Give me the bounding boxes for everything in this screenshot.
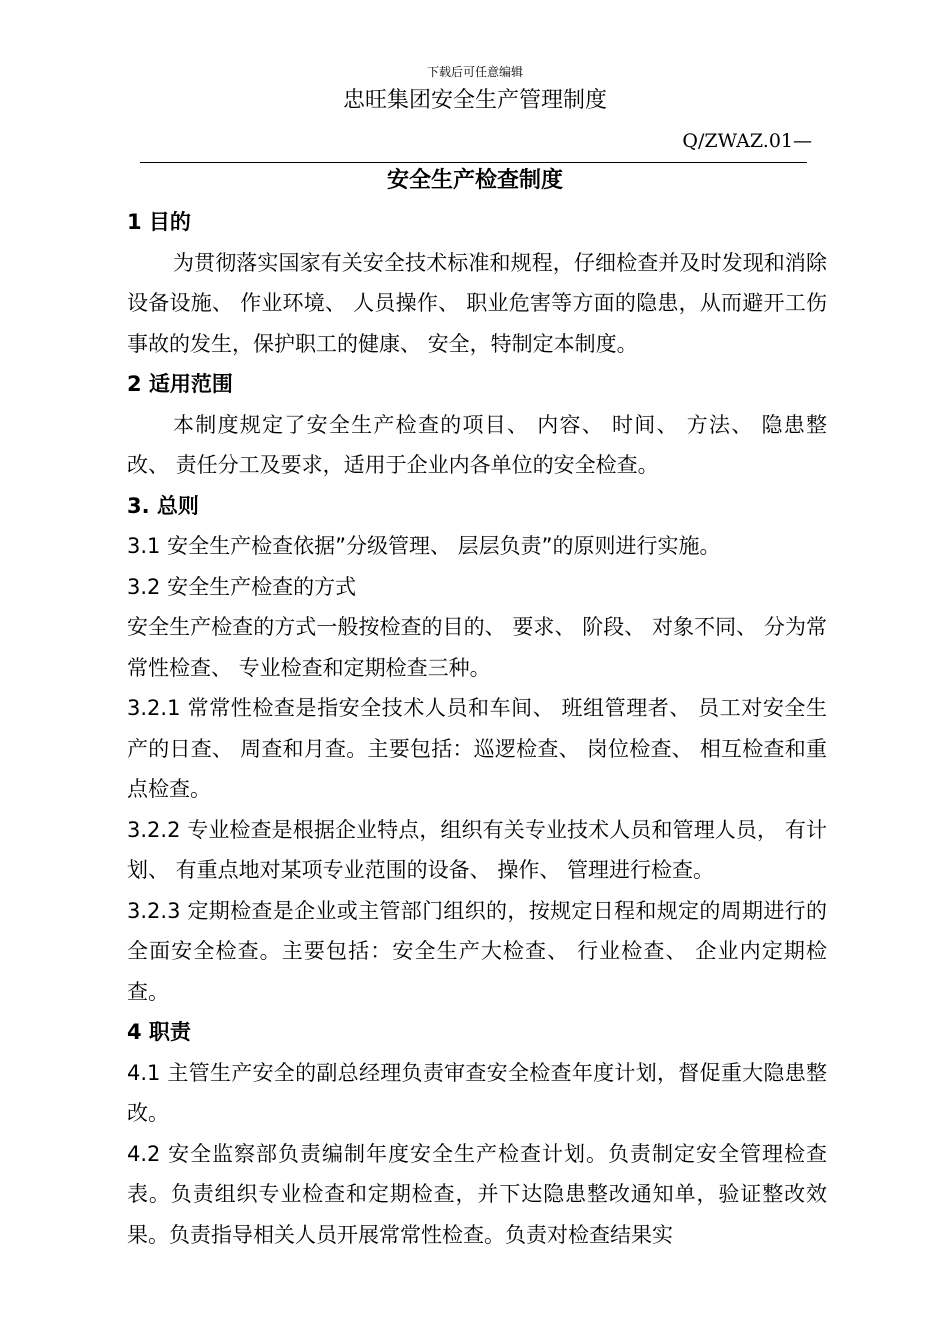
clause-4-2: 4.2 安全监察部负责编制年度安全生产检查计划。负责制定安全管理检查表。负责组织专业检查和定期检查，并下达隐患整改通知单，验证整改效果。负责指导相关人员开展常常性检查。负责对检查结果实 [127, 1141, 827, 1247]
org-title: 忠旺集团安全生产管理制度 [342, 88, 607, 113]
section-1-paragraph: 为贯彻落实国家有关安全技术标准和规程，仔细检查并及时发现和消除设备设施、 作业环境、 人员操作、 职业危害等方面的隐患，从而避开工伤事故的发生，保护职工的健康、 安全，特制定本制度。 [127, 250, 827, 356]
clause-4-1: 4.1 主管生产安全的副总经理负责审查安全检查年度计划，督促重大隐患整改。 [127, 1060, 827, 1125]
clause-3-2-1: 3.2.1 常常性检查是指安全技术人员和车间、 班组管理者、 员工对安全生产的日查、 周查和月查。主要包括：巡逻检查、 岗位检查、 相互检查和重点检查。 [127, 696, 827, 801]
section-2-paragraph: 本制度规定了安全生产检查的项目、 内容、 时间、 方法、 隐患整改、 责任分工及要求，适用于企业内各单位的安全检查。 [127, 412, 827, 477]
clause-3-1: 3.1 安全生产检查依据”分级管理、 层层负责”的原则进行实施。 [127, 534, 721, 558]
section-3-heading: 3. 总则 [127, 493, 199, 518]
clause-3-2-3: 3.2.3 定期检查是企业或主管部门组织的，按规定日程和规定的周期进行的全面安全检查。主要包括：安全生产大检查、 行业检查、 企业内定期检查。 [127, 898, 827, 1004]
clause-3-2-text: 安全生产检查的方式一般按检查的目的、 要求、 阶段、 对象不同、 分为常常性检查、 专业检查和定期检查三种。 [127, 615, 827, 680]
doc-code: Q/ZWAZ.01— [682, 130, 812, 152]
clause-3-2-2: 3.2.2 专业检查是根据企业特点，组织有关专业技术人员和管理人员， 有计划、 有重点地对某项专业范围的设备、 操作、 管理进行检查。 [127, 817, 827, 882]
document-title: 安全生产检查制度 [386, 168, 563, 193]
clause-3-2: 3.2 安全生产检查的方式 [127, 574, 357, 599]
header-rule [140, 162, 807, 163]
section-2-heading: 2 适用范围 [127, 372, 233, 396]
top-note: 下载后可任意编辑 [426, 65, 523, 79]
section-4-heading: 4 职责 [127, 1020, 191, 1044]
section-1-heading: 1 目的 [127, 210, 191, 234]
document-body [127, 202, 827, 1255]
